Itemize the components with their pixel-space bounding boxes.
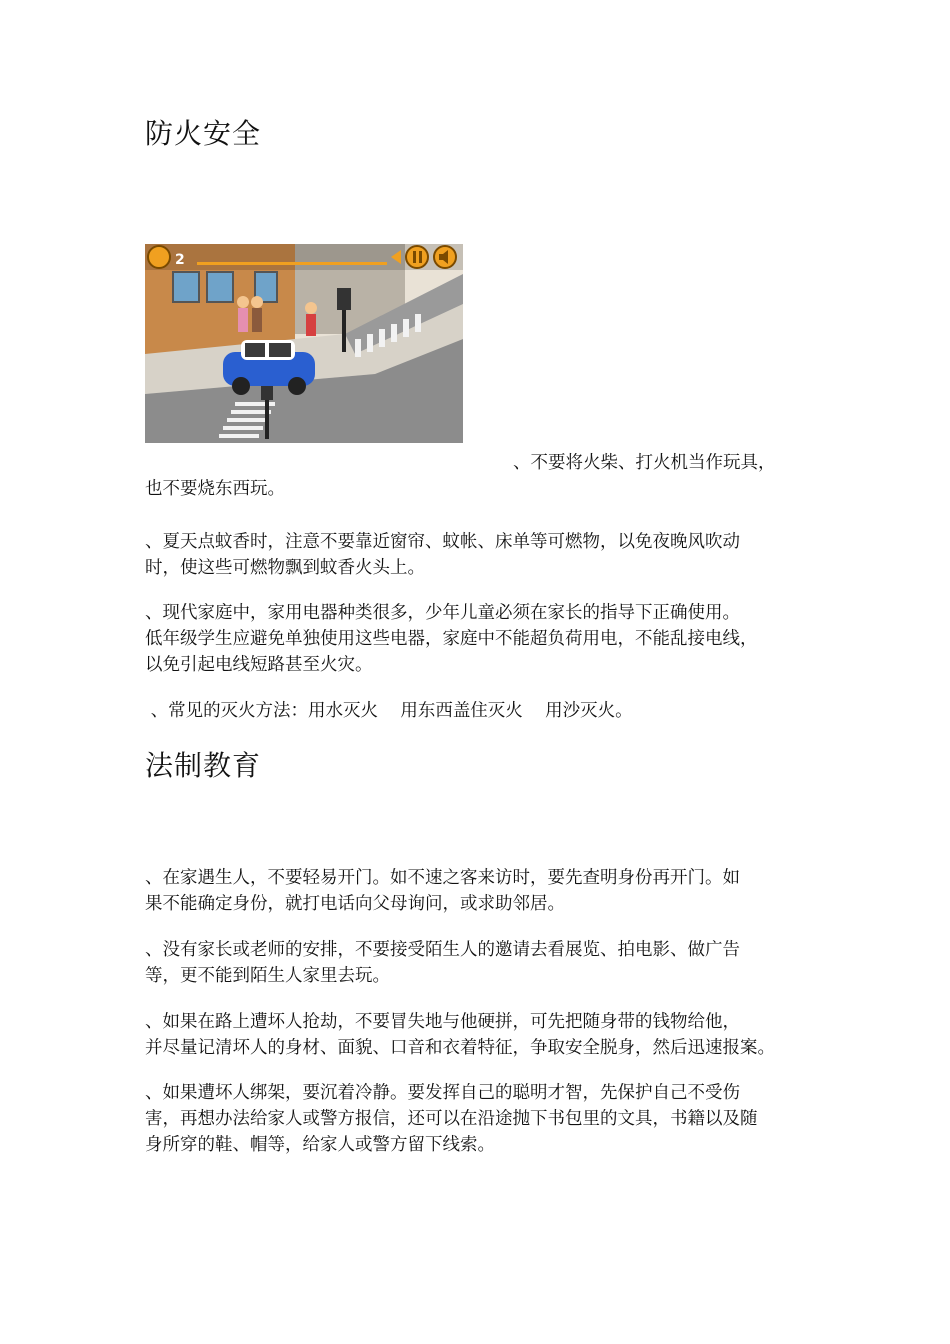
pause-icon [406, 246, 428, 268]
fire-item-3: 、现代家庭中，家用电器种类很多，少年儿童必须在家长的指导下正确使用。 低年级学生应避免单独使用这些电器，家庭中不能超负荷用电，不能乱接电线， 以免引起电线短路甚至火灾。 [145, 603, 758, 675]
fire-item-4: 、常见的灭火方法：用水灭火 用东西盖住灭火 用沙灭火。 [145, 701, 633, 721]
fire-item-1: 、不要将火柴、打火机当作玩具， 也不要烧东西玩。 [145, 453, 776, 499]
hud-counter: 2 [175, 252, 185, 268]
player-badge-icon [148, 246, 170, 268]
legal-item-3: 、如果在路上遭坏人抢劫，不要冒失地与他硬拼，可先把随身带的钱物给他， 并尽量记清坏人的身材、面貌、口音和衣着特征，争取安全脱身，然后迅速报案。 [145, 1012, 775, 1058]
fire-item-2: 、夏天点蚊香时，注意不要靠近窗帘、蚊帐、床单等可燃物，以免夜晚风吹动 时，使这些可燃物飘到蚊香火头上。 [145, 532, 740, 578]
traffic-light [337, 288, 351, 310]
street-crossing-illustration [145, 244, 463, 443]
legal-item-2: 、没有家长或老师的安排，不要接受陌生人的邀请去看展览、拍电影、做广告 等，更不能到陌生人家里去玩。 [145, 940, 740, 986]
legal-item-4: 、如果遭坏人绑架，要沉着冷静。要发挥自己的聪明才智，先保护自己不受伤 害，再想办法给家人或警方报信，还可以在沿途抛下书包里的文具，书籍以及随 身所穿的鞋、帽等，给家人或警方留下线索。 [145, 1083, 758, 1155]
section-title-legal-education: 法制教育 [145, 749, 262, 782]
legal-item-1: 、在家遇生人，不要轻易开门。如不速之客来访时，要先查明身份再开门。如 果不能确定身份，就打电话向父母询问，或求助邻居。 [145, 868, 740, 914]
section-title-fire-safety: 防火安全 [145, 117, 262, 150]
